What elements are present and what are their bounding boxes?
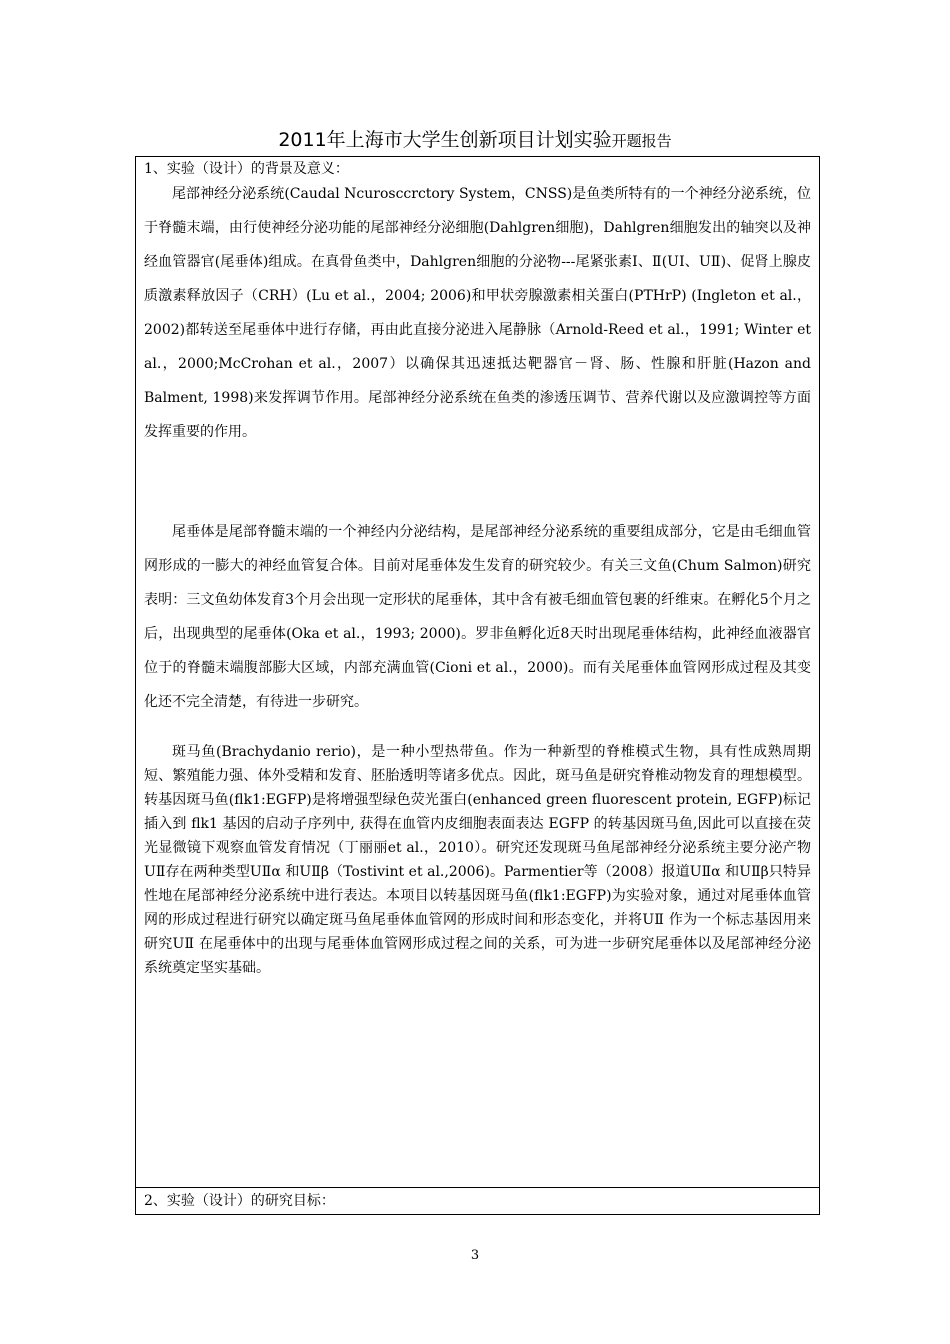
background-paragraph-urophysis: 尾垂体是尾部脊髓末端的一个神经内分泌结构，是尾部神经分泌系统的重要组成部分，它是由毛细血管网形成的一膨大的神经血管复合体。目前对尾垂体发生发育的研究较少。有关三文鱼(Chum Salmon)研究表明：三文鱼幼体发育3个月会出现一定形状的尾垂体，其中含有被毛细血管包裹的纤维束。在孵化5个月之后，出现典型的尾垂体(Oka et al.，1993; 2000)。罗非鱼孵化近8天时出现尾垂体结构，此神经血液器官位于的脊髓末端腹部膨大区域，内部充满血管(Cioni et al.，2000)。而有关尾垂体血管网形成过程及其变化还不完全清楚，有待进一步研究。 (144, 524, 811, 710)
page-number: 3 (470, 1248, 480, 1263)
section-background-box (135, 156, 820, 1188)
section-objectives-box (135, 1187, 820, 1215)
section-objectives-heading: 2、实验（设计）的研究目标： (144, 1193, 335, 1209)
title-main: 2011年上海市大学生创新项目计划实验 (278, 129, 612, 151)
title-suffix: 开题报告 (611, 132, 672, 150)
background-paragraph-zebrafish: 斑马鱼(Brachydanio rerio)，是一种小型热带鱼。作为一种新型的脊椎模式生物，具有性成熟周期短、繁殖能力强、体外受精和发育、胚胎透明等诸多优点。因此，斑马鱼是研究脊椎动物发育的理想模型。转基因斑马鱼(flk1:EGFP)是将增强型绿色荧光蛋白(enhanced green fluorescent protein, EGFP)标记插入到 flk1 基因的启动子序列中, 获得在血管内皮细胞表面表达 EGFP 的转基因斑马鱼,因此可以直接在荧光显微镜下观察血管发育情况（丁丽丽et al.，2010）。研究还发现斑马鱼尾部神经分泌系统主要分泌产物UⅡ存在两种类型UⅡα 和UⅡβ（Tostivint et al.,2006)。Parmentier等（2008）报道UⅡα 和UⅡβ只特异性地在尾部神经分泌系统中进行表达。本项目以转基因斑马鱼(flk1:EGFP)为实验对象，通过对尾垂体血管网的形成过程进行研究以确定斑马鱼尾垂体血管网的形成时间和形态变化，并将UⅡ 作为一个标志基因用来研究UⅡ 在尾垂体中的出现与尾垂体血管网形成过程之间的关系，可为进一步研究尾垂体以及尾部神经分泌系统奠定坚实基础。 (144, 744, 811, 976)
background-paragraph-cnss: 尾部神经分泌系统(Caudal Ncurosccrctory System，CNSS)是鱼类所特有的一个神经分泌系统，位于脊髓末端，由行使神经分泌功能的尾部神经分泌细胞(Dahlgren细胞)，Dahlgren细胞发出的轴突以及神经血管器官(尾垂体)组成。在真骨鱼类中，Dahlgren细胞的分泌物---尾紧张素Ⅰ、Ⅱ(UⅠ、UⅡ)、促肾上腺皮质激素释放因子（CRH）(Lu et al.，2004; 2006)和甲状旁腺激素相关蛋白(PTHrP) (Ingleton et al.，2002)都转送至尾垂体中进行存储，再由此直接分泌进入尾静脉（Arnold-Reed et al.，1991; Winter et al.，2000;McCrohan et al.，2007）以确保其迅速抵达靶器官－肾、肠、性腺和肝脏(Hazon and Balment, 1998)来发挥调节作用。尾部神经分泌系统在鱼类的渗透压调节、营养代谢以及应激调控等方面发挥重要的作用。 (144, 186, 811, 440)
page-title (0, 128, 950, 153)
section-background-heading: 1、实验（设计）的背景及意义： (144, 161, 349, 177)
